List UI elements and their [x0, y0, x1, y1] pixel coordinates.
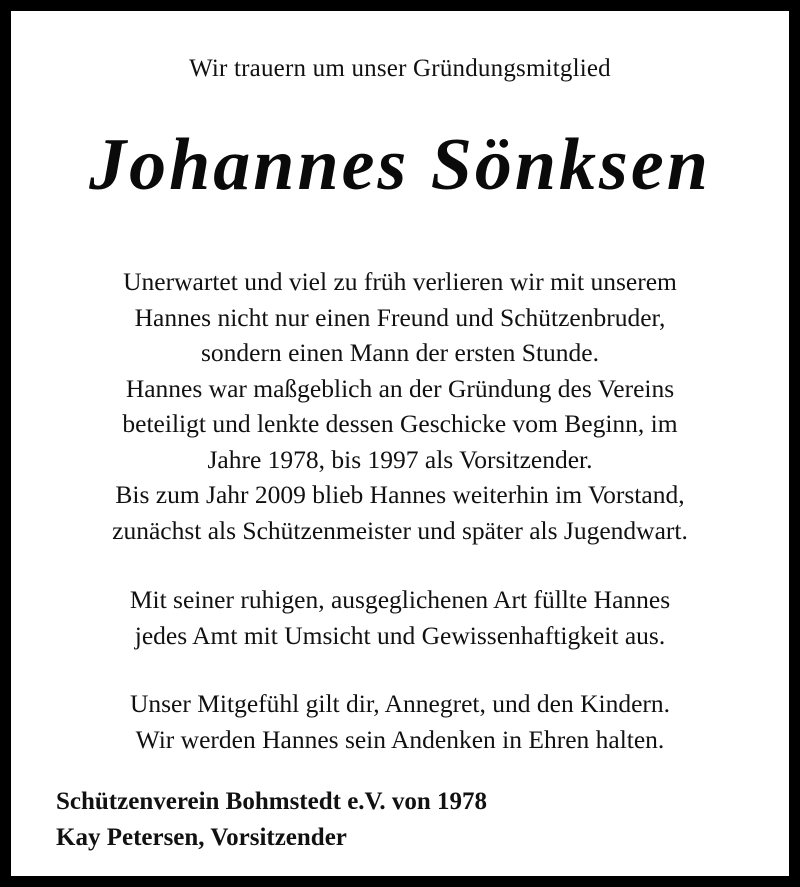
paragraph-condolence: [31, 686, 769, 757]
intro-line: Wir trauern um unser Gründungsmitglied: [189, 55, 611, 82]
paragraph-line: Bis zum Jahr 2009 blieb Hannes weiterhin im Vorstand,: [115, 480, 685, 509]
deceased-name: Johannes Sönksen: [89, 124, 711, 206]
paragraph-line: Unerwartet und viel zu früh verlieren wir mit unserem: [123, 267, 677, 296]
signature-club: Schützenverein Bohmstedt e.V. von 1978: [56, 788, 488, 815]
signature-block: [56, 784, 487, 856]
paragraph-line: beteiligt und lenkte dessen Geschicke vom Beginn, im: [122, 409, 678, 438]
paragraph-line: sondern einen Mann der ersten Stunde.: [201, 338, 599, 367]
signature-chairman: Kay Petersen, Vorsitzender: [56, 824, 347, 851]
paragraph-line: Hannes nicht nur einen Freund und Schützenbruder,: [134, 302, 666, 332]
paragraph-tribute: [31, 264, 769, 548]
paragraph-line: Hannes war maßgeblich an der Gründung des Vereins: [125, 373, 675, 403]
paragraph-line: Mit seiner ruhigen, ausgeglichenen Art füllte Hannes: [129, 585, 671, 614]
paragraph-line: Jahre 1978, bis 1997 als Vorsitzender.: [207, 444, 593, 474]
paragraph-line: zunächst als Schützenmeister und später als Jugendwart.: [112, 515, 688, 545]
paragraph-line: Wir werden Hannes sein Andenken in Ehren halten.: [135, 724, 665, 754]
paragraph-character: [31, 582, 769, 653]
paragraph-line: jedes Amt mit Umsicht und Gewissenhaftigkeit aus.: [134, 620, 666, 650]
paragraph-line: Unser Mitgefühl gilt dir, Annegret, und den Kindern.: [129, 689, 671, 718]
